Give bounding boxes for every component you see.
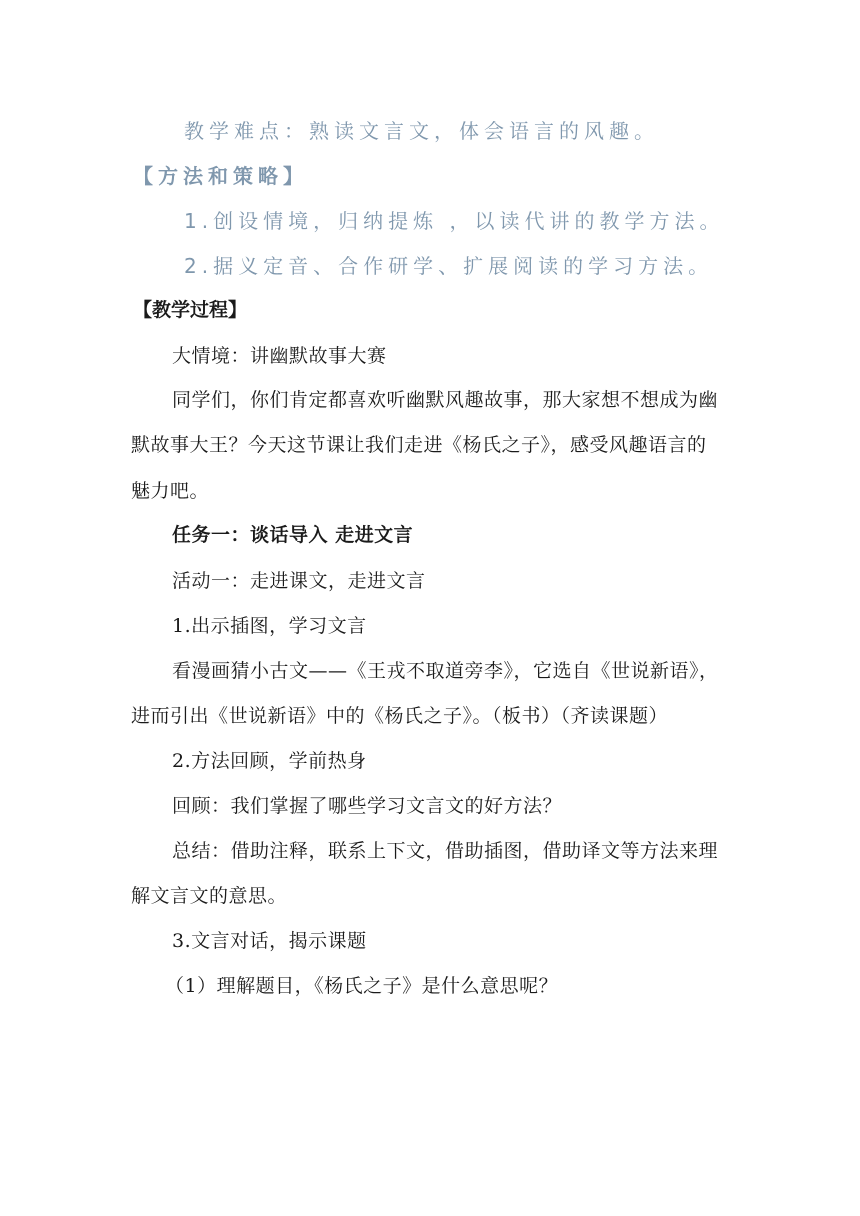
method-item-2: 2.据义定音、合作研学、扩展阅读的学习方法。 [184, 254, 714, 278]
step-1-text-2: 进而引出《世说新语》中的《杨氏之子》。（板书）（齐读课题） [131, 705, 669, 727]
question-1: （1）理解题目，《杨氏之子》是什么意思呢？ [165, 975, 559, 997]
task-1-heading: 任务一：谈话导入 走进文言 [172, 524, 414, 546]
process-heading: 【教学过程】 [133, 299, 248, 321]
step-2-title: 2.方法回顾，学前热身 [172, 750, 367, 772]
review-line: 回顾：我们掌握了哪些学习文言文的好方法？ [172, 795, 563, 817]
summary-line-2: 解文言文的意思。 [131, 885, 288, 907]
summary-line-1: 总结：借助注释，联系上下文，借助插图，借助译文等方法来理 [172, 840, 719, 862]
intro-line-2: 默故事大王？今天这节课让我们走进《杨氏之子》，感受风趣语言的 [131, 434, 707, 456]
scene-line: 大情境：讲幽默故事大赛 [172, 345, 387, 367]
step-1-text-1: 看漫画猜小古文——《王戎不取道旁李》，它选自《世说新语》， [172, 660, 719, 682]
methods-heading: 【方法和策略】 [133, 164, 308, 188]
step-3-title: 3.文言对话，揭示课题 [172, 930, 367, 952]
intro-line-1: 同学们，你们肯定都喜欢听幽默风趣故事，那大家想不想成为幽 [172, 389, 719, 411]
method-item-1: 1.创设情境，归纳提炼 ，以读代讲的教学方法。 [184, 209, 725, 233]
step-1-title: 1.出示插图，学习文言 [172, 615, 367, 637]
teaching-difficulty: 教学难点：熟读文言文，体会语言的风趣。 [184, 119, 659, 143]
intro-line-3: 魅力吧。 [131, 480, 210, 502]
activity-1-line: 活动一：走进课文，走进文言 [172, 570, 426, 592]
